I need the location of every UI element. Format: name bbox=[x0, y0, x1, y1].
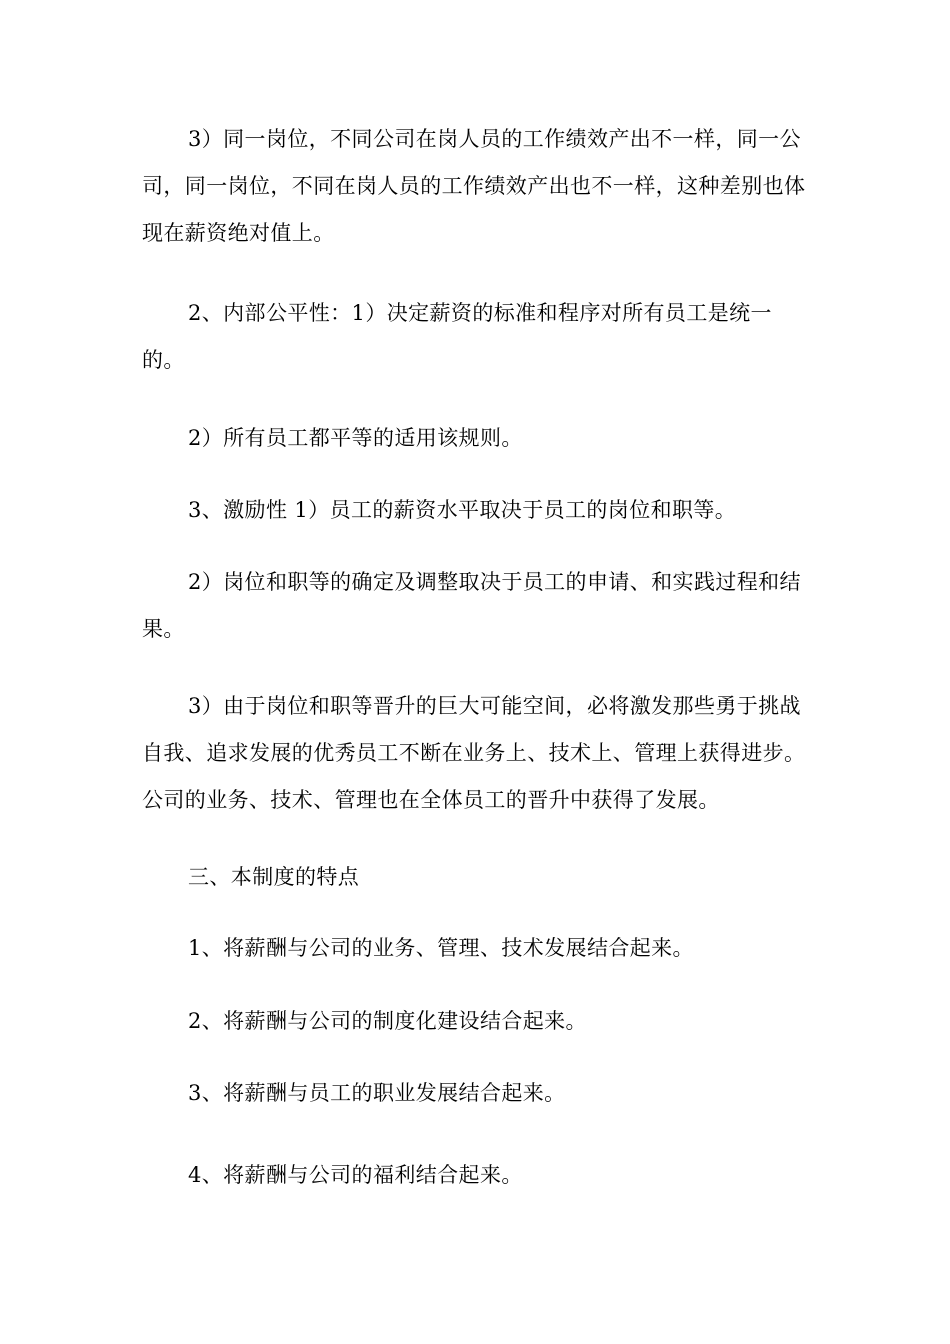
feature-item-1: 1、将薪酬与公司的业务、管理、技术发展结合起来。 bbox=[188, 936, 694, 960]
paragraph-incentive: 3、激励性 1）员工的薪资水平取决于员工的岗位和职等。 bbox=[188, 498, 737, 522]
paragraph-position-adjustment: 2）岗位和职等的确定及调整取决于员工的申请、和实践过程和结果。 bbox=[142, 570, 801, 641]
feature-item-2: 2、将薪酬与公司的制度化建设结合起来。 bbox=[188, 1009, 587, 1033]
section-heading-features: 三、本制度的特点 bbox=[188, 865, 360, 889]
feature-item-3: 3、将薪酬与员工的职业发展结合起来。 bbox=[188, 1081, 566, 1105]
paragraph-promotion-space: 3）由于岗位和职等晋升的巨大可能空间，必将激发那些勇于挑战自我、追求发展的优秀员工不断在业务上、技术上、管理上获得进步。公司的业务、技术、管理也在全体员工的晋升中获得了发展。 bbox=[142, 694, 806, 812]
paragraph-equal-rules: 2）所有员工都平等的适用该规则。 bbox=[188, 426, 523, 450]
paragraph-internal-fairness: 2、内部公平性：1）决定薪资的标准和程序对所有员工是统一的。 bbox=[142, 301, 772, 372]
feature-item-4: 4、将薪酬与公司的福利结合起来。 bbox=[188, 1163, 523, 1187]
paragraph-pay-difference: 3）同一岗位，不同公司在岗人员的工作绩效产出不一样，同一公司，同一岗位，不同在岗人员的工作绩效产出也不一样，这种差别也体现在薪资绝对值上。 bbox=[142, 127, 806, 245]
